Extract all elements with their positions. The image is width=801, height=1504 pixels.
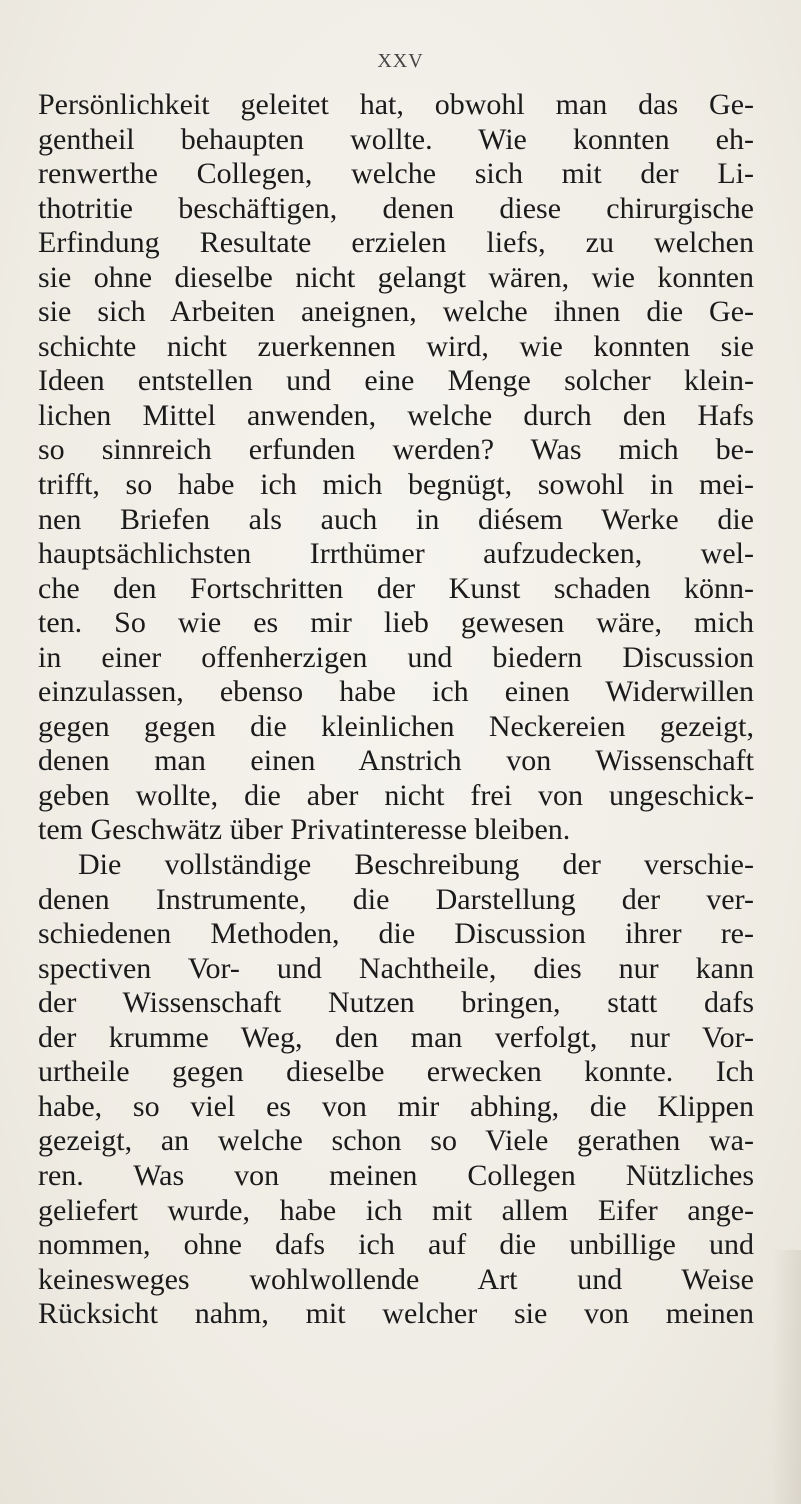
text-line: denen man einen Anstrich von Wissenschaft — [38, 744, 754, 778]
text-line: in einer offenherzigen und biedern Discussion — [38, 640, 754, 674]
text-line: urtheile gegen dieselbe erwecken konnte. Ich — [38, 1055, 754, 1089]
text-line: schiedenen Methoden, die Discussion ihrer re- — [38, 917, 754, 951]
text-line: Ideen entstellen und eine Menge solcher klein- — [38, 364, 754, 398]
text-line: der Wissenschaft Nutzen bringen, statt dafs — [38, 986, 754, 1020]
text-line: hauptsächlichsten Irrthümer aufzudecken, wel- — [38, 537, 754, 571]
text-line-paragraph-start: Die vollständige Beschreibung der verschie- — [78, 848, 754, 882]
text-line: spectiven Vor- und Nachtheile, dies nur kann — [38, 951, 754, 985]
text-line: Persönlichkeit geleitet hat, obwohl man das Ge- — [38, 88, 754, 121]
text-line: che den Fortschritten der Kunst schaden könn- — [38, 571, 754, 605]
text-line: gentheil behaupten wollte. Wie konnten eh- — [38, 122, 754, 156]
text-line: nen Briefen als auch in diésem Werke die — [38, 502, 754, 536]
text-line: gezeigt, an welche schon so Viele gerathen wa- — [38, 1124, 754, 1158]
page-edge-shadow — [771, 1250, 801, 1504]
text-line: so sinnreich erfunden werden? Was mich be- — [38, 433, 754, 467]
text-line: geliefert wurde, habe ich mit allem Eifer ange- — [38, 1193, 754, 1227]
text-line: renwerthe Collegen, welche sich mit der Li- — [38, 157, 754, 191]
text-line: lichen Mittel anwenden, welche durch den Hafs — [38, 398, 754, 432]
text-line: einzulassen, ebenso habe ich einen Widerwillen — [38, 675, 754, 709]
text-line: denen Instrumente, die Darstellung der ver- — [38, 882, 754, 916]
text-line: Rücksicht nahm, mit welcher sie von meinen — [38, 1297, 754, 1331]
text-line: gegen gegen die kleinlichen Neckereien gezeigt, — [38, 709, 754, 743]
text-line: sie sich Arbeiten aneignen, welche ihnen die Ge- — [38, 295, 754, 329]
text-line: thotritie beschäftigen, denen diese chirurgische — [38, 191, 754, 225]
text-line: ten. So wie es mir lieb gewesen wäre, mich — [38, 606, 754, 640]
text-line: nommen, ohne dafs ich auf die unbillige und — [38, 1228, 754, 1262]
text-line: geben wollte, die aber nicht frei von ungeschick- — [38, 778, 754, 812]
page-number-roman: XXV — [377, 50, 424, 72]
text-line: Erfindung Resultate erzielen liefs, zu welchen — [38, 226, 754, 260]
text-line: schichte nicht zuerkennen wird, wie konnten sie — [38, 329, 754, 363]
body-text — [38, 88, 754, 1332]
text-line: trifft, so habe ich mich begnügt, sowohl in mei- — [38, 468, 754, 502]
text-line-paragraph-end: tem Geschwätz über Privatinteresse bleiben. — [38, 813, 571, 847]
text-line: der krumme Weg, den man verfolgt, nur Vor- — [38, 1020, 754, 1054]
text-line: habe, so viel es von mir abhing, die Klippen — [38, 1089, 754, 1123]
text-line: keinesweges wohlwollende Art und Weise — [38, 1262, 754, 1296]
text-line: ren. Was von meinen Collegen Nützliches — [38, 1158, 754, 1192]
text-line: sie ohne dieselbe nicht gelangt wären, wie konnten — [38, 260, 754, 294]
